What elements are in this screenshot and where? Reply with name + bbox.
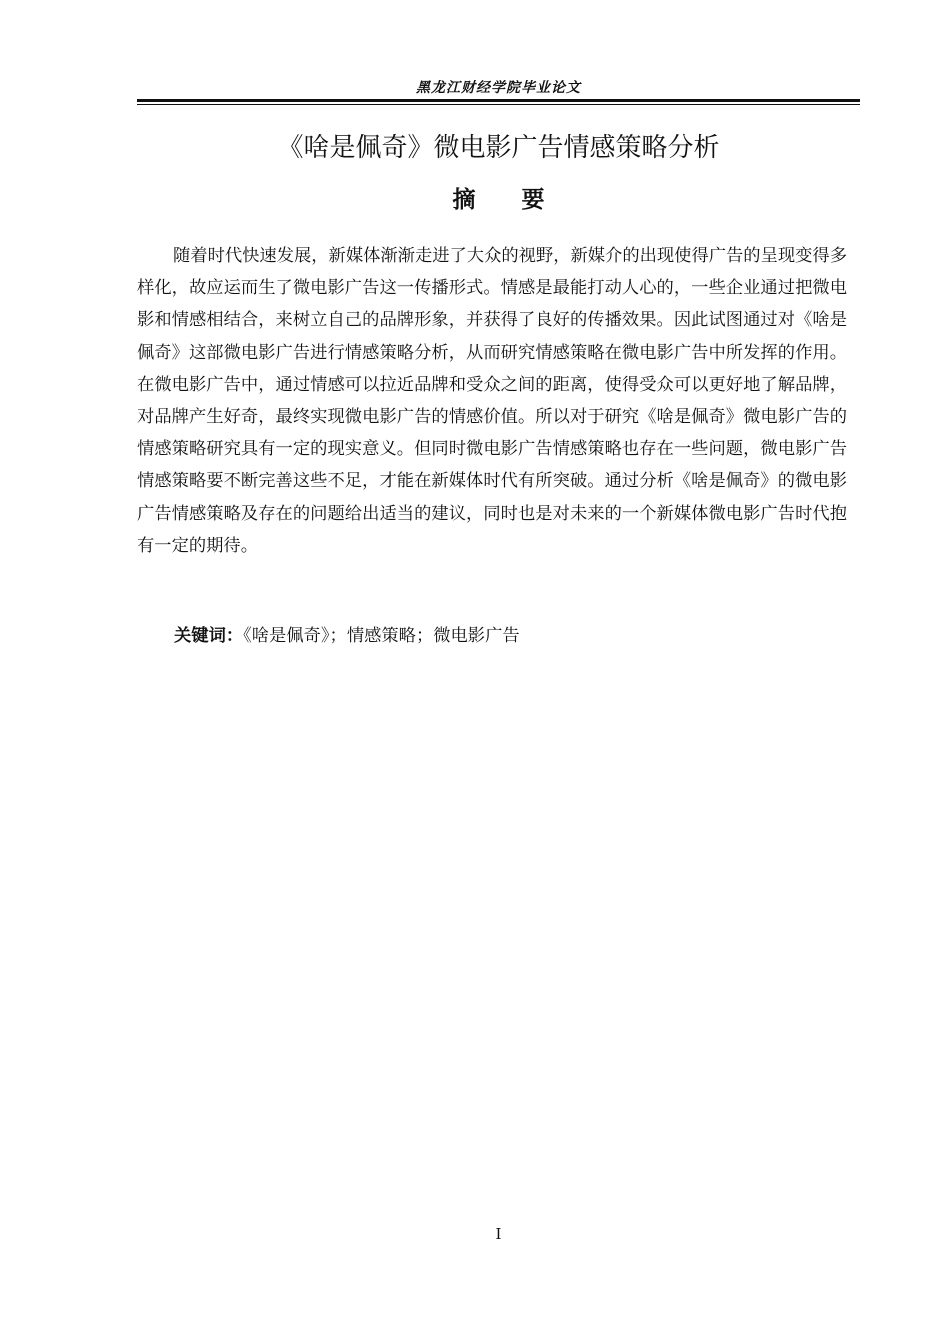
keywords-line [174,622,860,650]
keywords-label: 关键词： [174,626,244,646]
abstract-body: 随着时代快速发展，新媒体渐渐走进了大众的视野，新媒介的出现使得广告的呈现变得多样化，故应运而生了微电影广告这一传播形式。情感是最能打动人心的，一些企业通过把微电影和情感相结合，来树立自己的品牌形象，并获得了良好的传播效果。因此试图通过对《啥是佩奇》这部微电影广告进行情感策略分析，从而研究情感策略在微电影广告中所发挥的作用。在微电影广告中，通过情感可以拉近品牌和受众之间的距离，使得受众可以更好地了解品牌，对品牌产生好奇，最终实现微电影广告的情感价值。所以对于研究《啥是佩奇》微电影广告的情感策略研究具有一定的现实意义。但同时微电影广告情感策略也存在一些问题，微电影广告情感策略要不断完善这些不足，才能在新媒体时代有所突破。通过分析《啥是佩奇》的微电影广告情感策略及存在的问题给出适当的建议，同时也是对未来的一个新媒体微电影广告时代抱有一定的期待。 [137,246,847,556]
page-number: I [495,1225,502,1243]
document-title: 《啥是佩奇》微电影广告情感策略分析 [277,133,720,163]
abstract-heading: 摘要 [452,187,591,213]
header-rule-thin [137,104,860,105]
keywords-value: 《啥是佩奇》；情感策略；微电影广告 [243,626,520,646]
running-header: 黑龙江财经学院毕业论文 [416,80,581,96]
header-rule-thick [137,99,860,102]
